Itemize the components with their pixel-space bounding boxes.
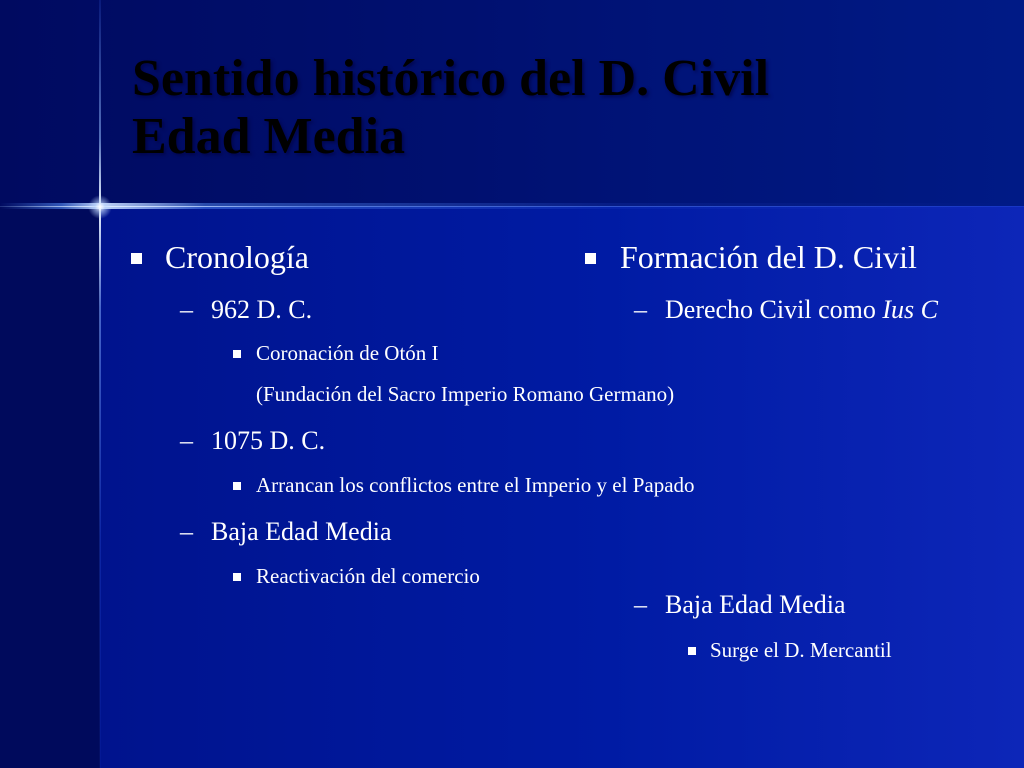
dash-icon: – [180,295,193,324]
title-line-2: Edad Media [132,108,406,165]
left-item-1-sub-2: (Fundación del Sacro Imperio Romano Germano) [256,382,675,406]
left-item-1-label: 962 D. C. [211,295,313,324]
right-item-2-sub-1: Surge el D. Mercantil [710,638,892,662]
square-bullet-icon [688,647,696,655]
right-item-1-label [665,295,1024,325]
dash-icon: – [634,295,647,324]
slide-title [132,50,1012,166]
sparkle-star-icon [88,195,112,219]
left-item-1-sub-1: Coronación de Otón I [256,341,439,365]
left-item-3-label: Baja Edad Media [211,517,392,546]
left-heading: Cronología [165,239,309,275]
horizontal-light-line [0,206,1024,207]
square-bullet-icon [233,573,241,581]
right-item-2-label: Baja Edad Media [665,590,846,619]
right-item-1-prefix: Derecho Civil como [665,295,883,324]
dash-icon: – [180,426,193,455]
dash-icon: – [634,590,647,619]
right-heading: Formación del D. Civil [620,239,917,275]
square-bullet-icon [131,253,142,264]
left-item-3-sub-1: Reactivación del comercio [256,564,480,588]
dash-icon: – [180,517,193,546]
title-line-1: Sentido histórico del D. Civil [132,50,770,107]
square-bullet-icon [585,253,596,264]
left-item-2-label: 1075 D. C. [211,426,326,455]
left-item-2-sub-1: Arrancan los conflictos entre el Imperio y el Papado [256,473,695,497]
vertical-light-line [99,0,101,768]
square-bullet-icon [233,350,241,358]
square-bullet-icon [233,482,241,490]
right-item-1-italic: Ius C [882,295,938,324]
